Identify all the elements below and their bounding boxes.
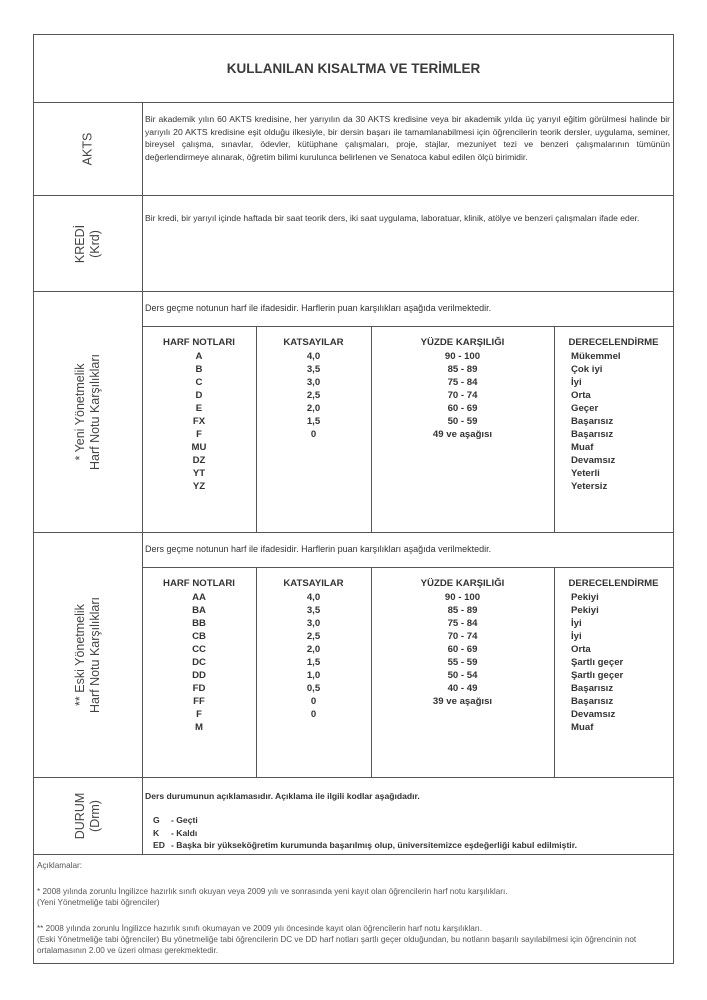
- yeni-katsayi-values: [256, 350, 371, 441]
- yeni-label-line2: Harf Notu Karşılıkları: [88, 353, 102, 471]
- grade-cell: 1,0: [306, 670, 321, 681]
- grade-cell: Pekiyi: [571, 605, 599, 616]
- eski-derece-values: [554, 591, 673, 734]
- grade-cell: Yeterli: [571, 468, 600, 479]
- grade-cell: Orta: [571, 644, 591, 655]
- grade-cell: CB: [192, 631, 206, 642]
- notes-heading: Açıklamalar:: [37, 861, 83, 870]
- eski-harf-header: HARF NOTLARI: [163, 578, 235, 589]
- grade-cell: 60 - 69: [447, 644, 478, 655]
- grade-cell: 55 - 59: [447, 657, 478, 668]
- yeni-harf-header: HARF NOTLARI: [163, 337, 235, 348]
- akts-content: [142, 102, 673, 195]
- grade-cell: AA: [192, 592, 206, 603]
- yeni-harf-column: [142, 327, 257, 532]
- eski-label: [73, 597, 103, 713]
- grade-cell: 4,0: [306, 351, 321, 362]
- note-1-line-1: * 2008 yılında zorunlu İngilizce hazırlık sınıfı okuyan veya 2009 yılı ve sonrasında yeni kayıt olan öğrencilerin harf notu karşılıkları.: [37, 887, 508, 896]
- grade-cell: 2,0: [306, 644, 321, 655]
- grade-cell: 50 - 59: [447, 416, 478, 427]
- grade-cell: 70 - 74: [447, 390, 478, 401]
- grade-cell: DD: [192, 670, 206, 681]
- grade-cell: Yetersiz: [571, 481, 608, 492]
- grade-cell: Geçer: [571, 403, 599, 414]
- grade-cell: FD: [192, 683, 206, 694]
- eski-harf-values: [142, 591, 256, 734]
- grade-cell: 3,5: [306, 364, 321, 375]
- grade-cell: 90 - 100: [444, 592, 481, 603]
- yeni-label: [73, 354, 103, 470]
- grade-cell: 60 - 69: [447, 403, 478, 414]
- grade-cell: 0: [310, 429, 317, 440]
- yeni-harf-values: [142, 350, 256, 493]
- yeni-content: [142, 292, 673, 532]
- yeni-label-line1: * Yeni Yönetmelik: [73, 363, 87, 461]
- grade-cell: E: [195, 403, 203, 414]
- kredi-definition: Bir kredi, bir yarıyıl içinde haftada bir saat teorik ders, iki saat uygulama, laboratuar, klinik, atölye ve benzeri çalışmaları ifade eder.: [145, 213, 640, 223]
- eski-yuzde-column: [371, 568, 555, 777]
- kredi-label-line1: KREDİ: [73, 224, 87, 263]
- grade-cell: Şartlı geçer: [571, 670, 624, 681]
- grade-cell: 2,5: [306, 631, 321, 642]
- eski-katsayi-header: KATSAYILAR: [283, 578, 344, 589]
- grade-cell: 49 ve aşağısı: [432, 429, 493, 440]
- durum-code: K: [153, 827, 160, 838]
- eski-derece-header: DERECELENDİRME: [568, 578, 659, 589]
- grade-cell: 40 - 49: [447, 683, 478, 694]
- eski-yuzde-header: YÜZDE KARŞILIĞI: [420, 578, 505, 589]
- eski-label-cell: [34, 533, 143, 777]
- grade-cell: Muaf: [571, 442, 594, 453]
- grade-cell: 1,5: [306, 416, 321, 427]
- durum-label: [73, 793, 103, 840]
- grade-cell: Şartlı geçer: [571, 657, 624, 668]
- grade-cell: DC: [192, 657, 206, 668]
- notes-section: [37, 860, 667, 956]
- akts-definition: Bir akademik yılın 60 AKTS kredisine, her yarıyılın da 30 AKTS kredisine veya bir akademik yılda üç yarıyıl eğitim görülmesi halinde bir yarıyılı 20 AKTS kredisine eşit olduğu ilkesiyle, bir dersin başarı ile tamamlanabilmesi için öğrencilerin teorik dersler, uygulama, seminer, bireysel çalışma, sınavlar, ödevler, kütüphane çalışmaları, proje, stajlar, mezuniyet tezi ve benzeri çalışmalarının tümünün değerlendirmeye alınarak, öğretim bilimi kurulunca belirlenen ve Senatoca kabul edilen ölçü birimidir.: [145, 114, 670, 163]
- kredi-label-line2: (Krd): [88, 229, 102, 258]
- grade-cell: 75 - 84: [447, 618, 478, 629]
- akts-label-text: AKTS: [80, 132, 95, 165]
- yeni-yuzde-header: YÜZDE KARŞILIĞI: [420, 337, 505, 348]
- yeni-derece-column: [554, 327, 673, 532]
- grade-cell: MU: [191, 442, 207, 453]
- grade-cell: Orta: [571, 390, 591, 401]
- grade-cell: 85 - 89: [447, 605, 478, 616]
- grade-cell: D: [195, 390, 203, 401]
- durum-label-line2: (Drm): [88, 800, 102, 832]
- eski-yuzde-values: [371, 591, 554, 708]
- durum-code-desc: - Kaldı: [171, 827, 198, 838]
- grade-cell: 3,0: [306, 377, 321, 388]
- eski-katsayi-column: [256, 568, 372, 777]
- akts-label: [81, 132, 96, 165]
- durum-code-desc: - Başka bir yükseköğretim kurumunda başarılmış olup, üniversitemizce eşdeğerliği kabul edilmiştir.: [171, 840, 577, 850]
- note-1-line-2: (Yeni Yönetmeliğe tabi öğrenciler): [37, 898, 160, 907]
- grade-cell: 1,5: [306, 657, 321, 668]
- grade-cell: Mükemmel: [571, 351, 621, 362]
- yeni-katsayi-header: KATSAYILAR: [283, 337, 344, 348]
- grade-cell: Devamsız: [571, 455, 616, 466]
- grade-cell: 0,5: [306, 683, 321, 694]
- yeni-label-cell: [34, 292, 143, 532]
- grade-cell: 4,0: [306, 592, 321, 603]
- yeni-katsayi-column: [256, 327, 372, 532]
- kredi-label: [73, 224, 103, 262]
- grade-cell: Muaf: [571, 722, 594, 733]
- grade-cell: Başarısız: [571, 416, 614, 427]
- grade-cell: YZ: [192, 481, 206, 492]
- grade-cell: 0: [310, 696, 317, 707]
- akts-row: [34, 102, 673, 196]
- grade-cell: BA: [192, 605, 206, 616]
- yeni-grade-table: [142, 326, 673, 532]
- kredi-row: [34, 196, 673, 292]
- eski-harf-column: [142, 568, 257, 777]
- grade-cell: 0: [310, 709, 317, 720]
- grade-cell: 3,0: [306, 618, 321, 629]
- yeni-derece-header: DERECELENDİRME: [568, 337, 659, 348]
- grade-cell: YT: [192, 468, 206, 479]
- durum-code-desc: - Geçti: [171, 815, 198, 825]
- grade-cell: İyi: [571, 631, 582, 642]
- grade-cell: CC: [192, 644, 206, 655]
- durum-label-line1: DURUM: [73, 792, 87, 840]
- grade-cell: Pekiyi: [571, 592, 599, 603]
- grade-cell: F: [196, 709, 202, 720]
- grade-cell: DZ: [192, 455, 206, 466]
- grade-cell: 39 ve aşağısı: [432, 696, 493, 707]
- yeni-yuzde-values: [371, 350, 554, 441]
- grade-cell: 50 - 54: [447, 670, 478, 681]
- grade-cell: FF: [193, 696, 205, 707]
- eski-content: [142, 533, 673, 777]
- durum-row: [34, 778, 673, 855]
- durum-intro: Ders durumunun açıklamasıdır. Açıklama ile ilgili kodlar aşağıdadır.: [145, 791, 420, 801]
- document-frame: [33, 34, 674, 964]
- eski-yonetmelik-row: [34, 533, 673, 778]
- grade-cell: 75 - 84: [447, 377, 478, 388]
- grade-cell: 90 - 100: [444, 351, 481, 362]
- grade-cell: Devamsız: [571, 709, 616, 720]
- yeni-intro: Ders geçme notunun harf ile ifadesidir. Harflerin puan karşılıkları aşağıda verilmektedir.: [145, 303, 492, 313]
- grade-cell: Çok iyi: [571, 364, 603, 375]
- yeni-yonetmelik-row: [34, 292, 673, 533]
- grade-cell: M: [195, 722, 203, 733]
- durum-code: G: [153, 815, 160, 825]
- eski-derece-column: [554, 568, 673, 777]
- yeni-derece-values: [554, 350, 673, 493]
- grade-cell: BB: [192, 618, 206, 629]
- grade-cell: C: [195, 377, 203, 388]
- eski-intro: Ders geçme notunun harf ile ifadesidir. Harflerin puan karşılıkları aşağıda verilmektedir.: [145, 544, 492, 554]
- durum-code-list: [153, 814, 577, 852]
- grade-cell: 3,5: [306, 605, 321, 616]
- grade-cell: Başarısız: [571, 429, 614, 440]
- grade-cell: F: [196, 429, 202, 440]
- durum-code-item: [153, 839, 577, 852]
- durum-label-cell: [34, 778, 143, 854]
- akts-label-cell: [34, 102, 143, 195]
- durum-code-item: [153, 814, 577, 827]
- eski-grade-table: [142, 567, 673, 777]
- kredi-label-cell: [34, 196, 143, 291]
- grade-cell: 70 - 74: [447, 631, 478, 642]
- grade-cell: İyi: [571, 618, 582, 629]
- page-title: KULLANILAN KISALTMA VE TERİMLER: [34, 35, 673, 103]
- durum-code: ED: [153, 840, 165, 850]
- eski-label-line2: Harf Notu Karşılıkları: [88, 596, 102, 714]
- durum-code-item: [153, 827, 577, 840]
- grade-cell: Başarısız: [571, 683, 614, 694]
- grade-cell: 2,0: [306, 403, 321, 414]
- grade-cell: 85 - 89: [447, 364, 478, 375]
- grade-cell: FX: [192, 416, 206, 427]
- yeni-yuzde-column: [371, 327, 555, 532]
- eski-katsayi-values: [256, 591, 371, 721]
- note-2-line-2: (Eski Yönetmeliğe tabi öğrenciler) Bu yönetmeliğe tabi öğrencilerin DC ve DD harf notları şartlı geçer olduğundan, bu notların başarılı sayılabilmesi için öğrencinin not ortalamasının 2.00 ve üzeri olması gerekmektedir.: [37, 935, 637, 955]
- grade-cell: B: [195, 364, 203, 375]
- kredi-content: [142, 196, 673, 291]
- grade-cell: İyi: [571, 377, 582, 388]
- grade-cell: Başarısız: [571, 696, 614, 707]
- eski-label-line1: ** Eski Yönetmelik: [73, 604, 87, 706]
- note-2-line-1: ** 2008 yılında zorunlu İngilizce hazırlık sınıfı okumayan ve 2009 yılı öncesinde kayıt olan öğrencilerin harf notu karşılıkları.: [37, 924, 483, 933]
- durum-content: [142, 778, 673, 854]
- grade-cell: A: [195, 351, 203, 362]
- grade-cell: 2,5: [306, 390, 321, 401]
